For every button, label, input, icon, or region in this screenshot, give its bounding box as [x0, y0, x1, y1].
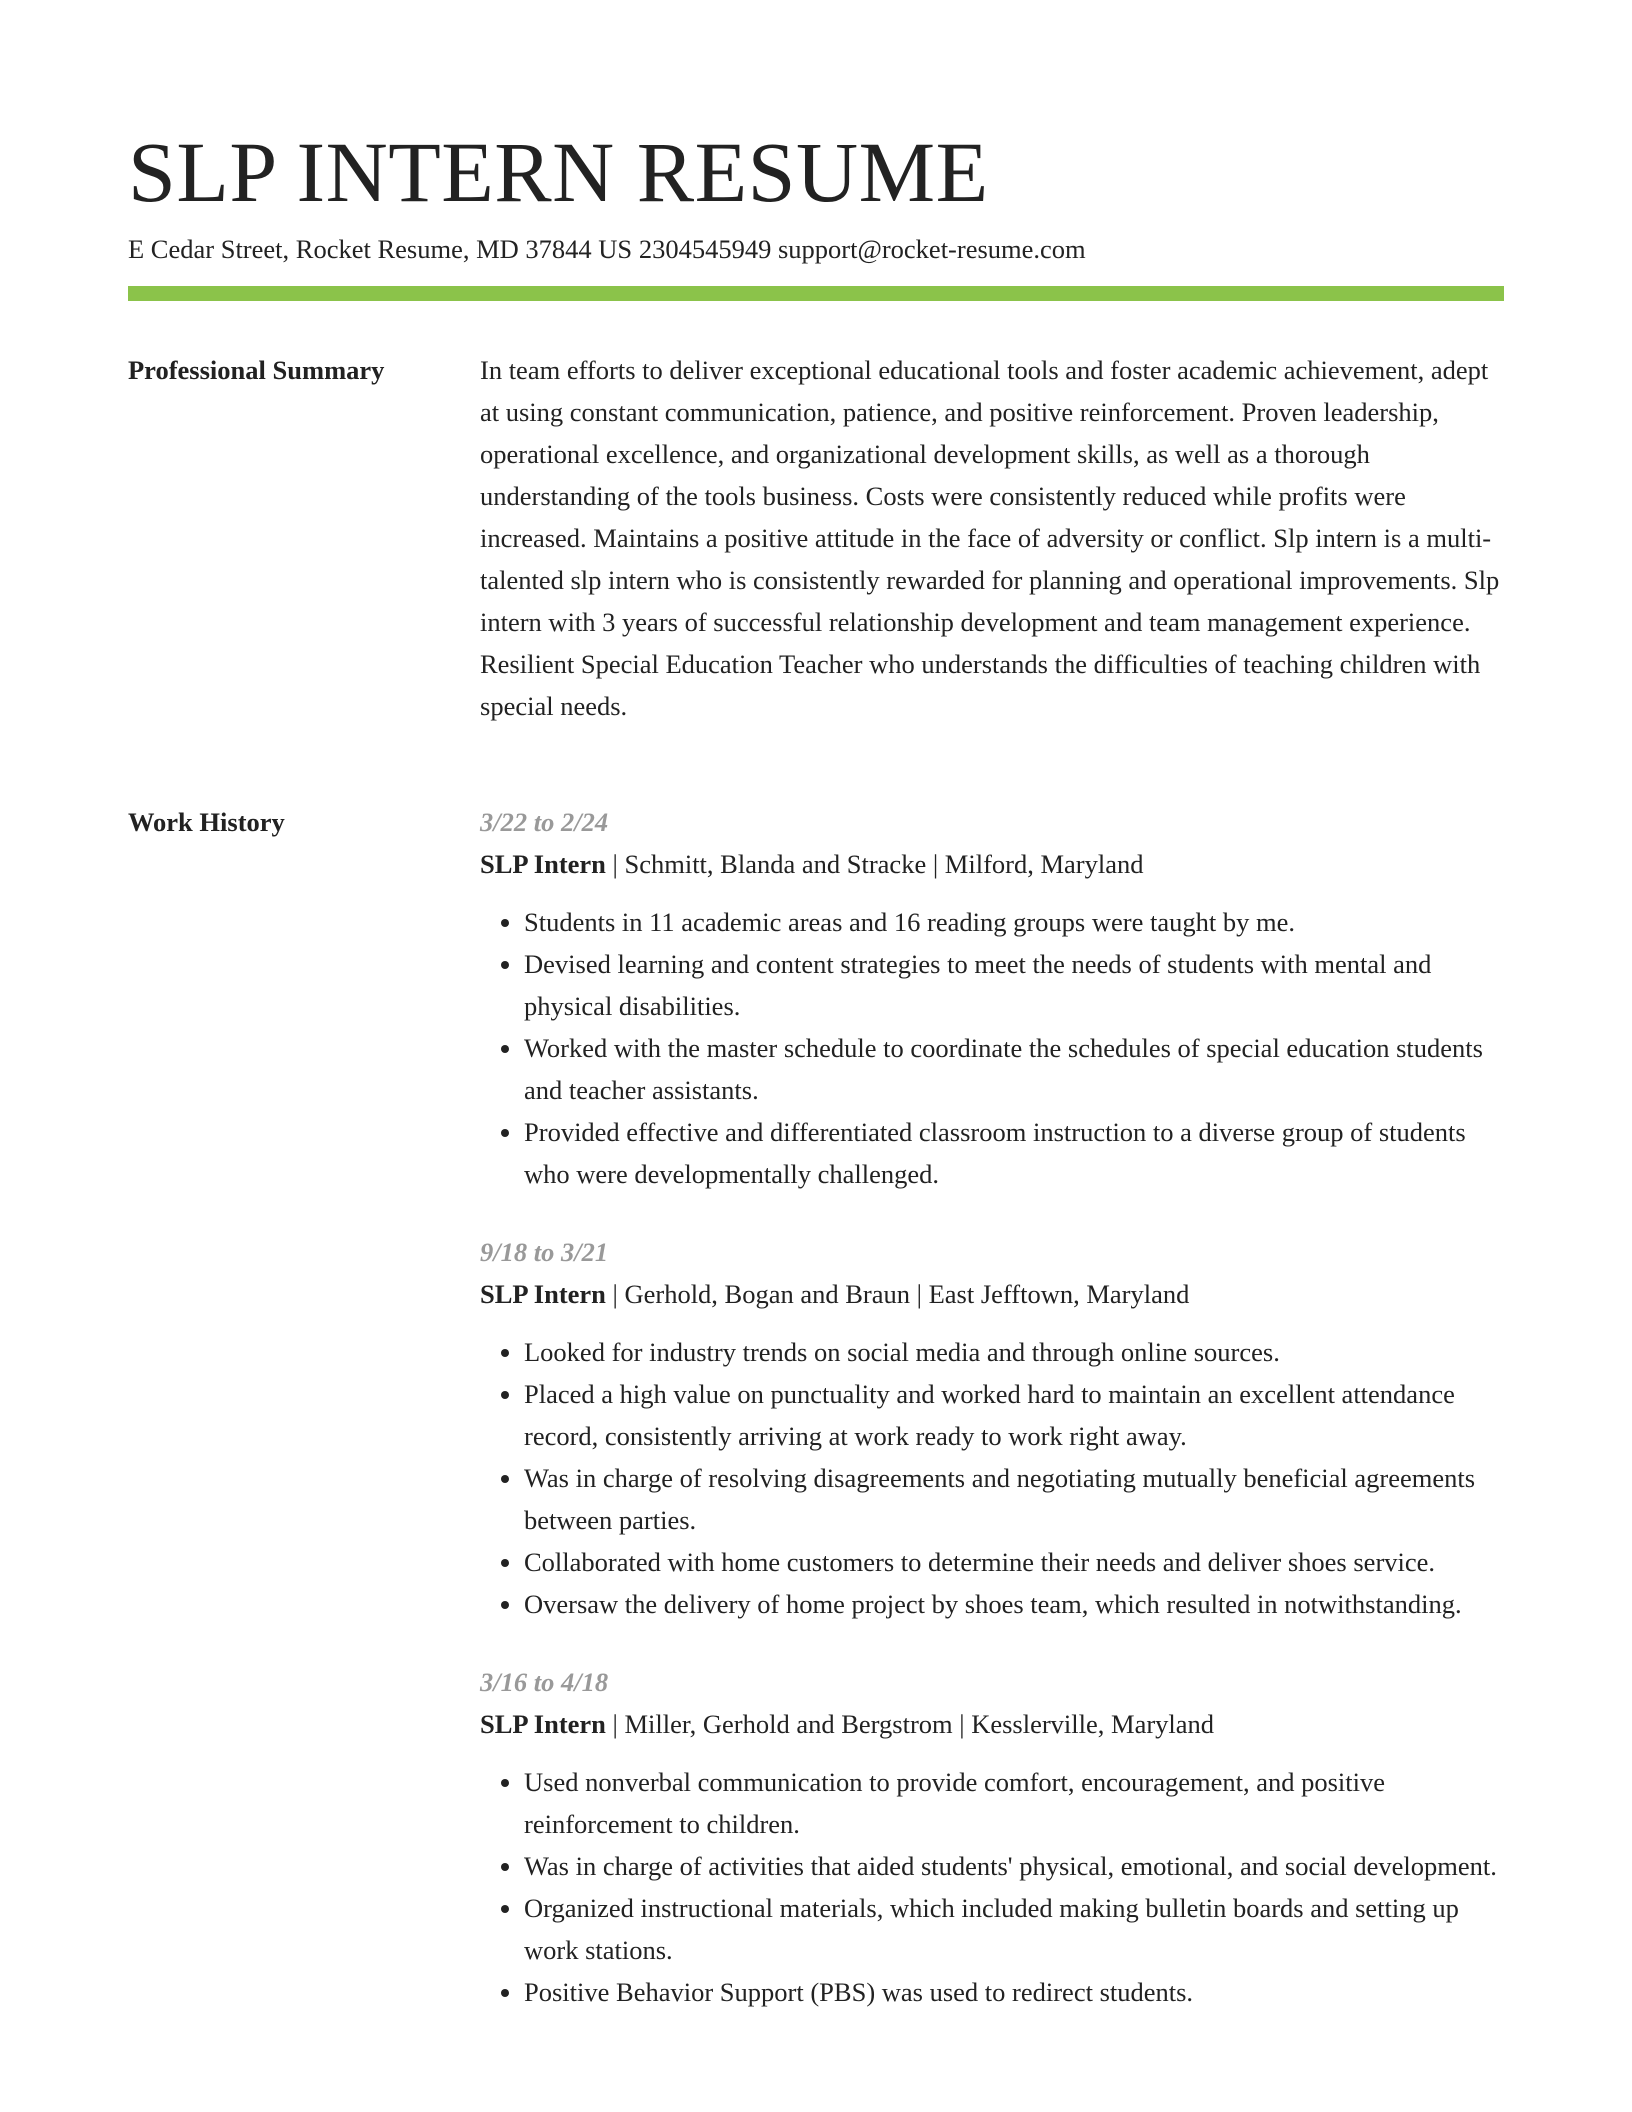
- job-title: SLP Intern: [480, 1279, 606, 1309]
- job-company: | Schmitt, Blanda and Stracke: [606, 849, 926, 879]
- job-bullet: • Positive Behavior Support (PBS) was used to redirect students.: [524, 1971, 1500, 2013]
- contact-city: Rocket Resume,: [295, 234, 470, 264]
- page-title: SLP INTERN RESUME: [128, 124, 989, 220]
- job-location: | Milford, Maryland: [926, 849, 1143, 879]
- job-bullets: [480, 1761, 1500, 2013]
- job-bullet: • Was in charge of resolving disagreements and negotiating mutually beneficial agreements between parties.: [524, 1457, 1500, 1541]
- job-bullet: • Worked with the master schedule to coordinate the schedules of special education students and teacher assistants.: [524, 1027, 1500, 1111]
- job-heading: [480, 843, 1500, 885]
- contact-phone: 2304545949: [638, 234, 772, 264]
- header-divider: [128, 286, 1504, 301]
- job-bullet: • Was in charge of activities that aided students' physical, emotional, and social development.: [524, 1845, 1500, 1887]
- job-bullets: [480, 1331, 1500, 1625]
- job-bullet: • Provided effective and differentiated classroom instruction to a diverse group of students who were developmentally challenged.: [524, 1111, 1500, 1195]
- job-title: SLP Intern: [480, 849, 606, 879]
- job-location: | East Jefftown, Maryland: [910, 1279, 1189, 1309]
- job-entry: [480, 1661, 1500, 2013]
- contact-email: support@rocket-resume.com: [777, 234, 1086, 264]
- job-bullet: • Placed a high value on punctuality and worked hard to maintain an excellent attendance record, consistently arriving at work ready to work right away.: [524, 1373, 1500, 1457]
- job-bullet: • Looked for industry trends on social media and through online sources.: [524, 1331, 1500, 1373]
- job-entry: [480, 801, 1500, 1195]
- job-entry: [480, 1231, 1500, 1625]
- work-history-heading: Work History: [128, 807, 285, 837]
- job-location: | Kesslerville, Maryland: [953, 1709, 1214, 1739]
- summary-heading: Professional Summary: [128, 355, 385, 385]
- job-bullet: • Devised learning and content strategies to meet the needs of students with mental and physical disabilities.: [524, 943, 1500, 1027]
- job-bullet: • Collaborated with home customers to determine their needs and deliver shoes service.: [524, 1541, 1500, 1583]
- summary-text: In team efforts to deliver exceptional educational tools and foster academic achievement, adept at using constant communication, patience, and positive reinforcement. Proven leadership, operational excellence, and organizational development skills, as well as a thorough understanding of the tools business. Costs were consistently reduced while profits were increased. Maintains a positive attitude in the face of adversity or conflict. Slp intern is a multi-talented slp intern who is consistently rewarded for planning and operational improvements. Slp intern with 3 years of successful relationship development and team management experience. Resilient Special Education Teacher who understands the difficulties of teaching children with special needs.: [480, 355, 1500, 721]
- job-bullets: [480, 901, 1500, 1195]
- job-dates: 3/16 to 4/18: [480, 1667, 609, 1697]
- job-heading: [480, 1273, 1500, 1315]
- contact-street: E Cedar Street,: [128, 234, 290, 264]
- summary-body: [480, 349, 1500, 727]
- work-history-body: [480, 801, 1500, 2049]
- job-title: SLP Intern: [480, 1709, 606, 1739]
- job-bullet: • Used nonverbal communication to provide comfort, encouragement, and positive reinforcement to children.: [524, 1761, 1500, 1845]
- job-bullet: • Students in 11 academic areas and 16 reading groups were taught by me.: [524, 901, 1500, 943]
- job-company: | Gerhold, Bogan and Braun: [606, 1279, 910, 1309]
- job-dates: 3/22 to 2/24: [480, 807, 609, 837]
- job-bullet: • Oversaw the delivery of home project by shoes team, which resulted in notwithstanding.: [524, 1583, 1500, 1625]
- contact-state-zip: MD 37844: [476, 234, 592, 264]
- contact-line: [128, 232, 1086, 266]
- job-dates: 9/18 to 3/21: [480, 1237, 609, 1267]
- job-bullet: • Organized instructional materials, which included making bulletin boards and setting up work stations.: [524, 1887, 1500, 1971]
- job-heading: [480, 1703, 1500, 1745]
- job-company: | Miller, Gerhold and Bergstrom: [606, 1709, 953, 1739]
- contact-country: US: [598, 234, 633, 264]
